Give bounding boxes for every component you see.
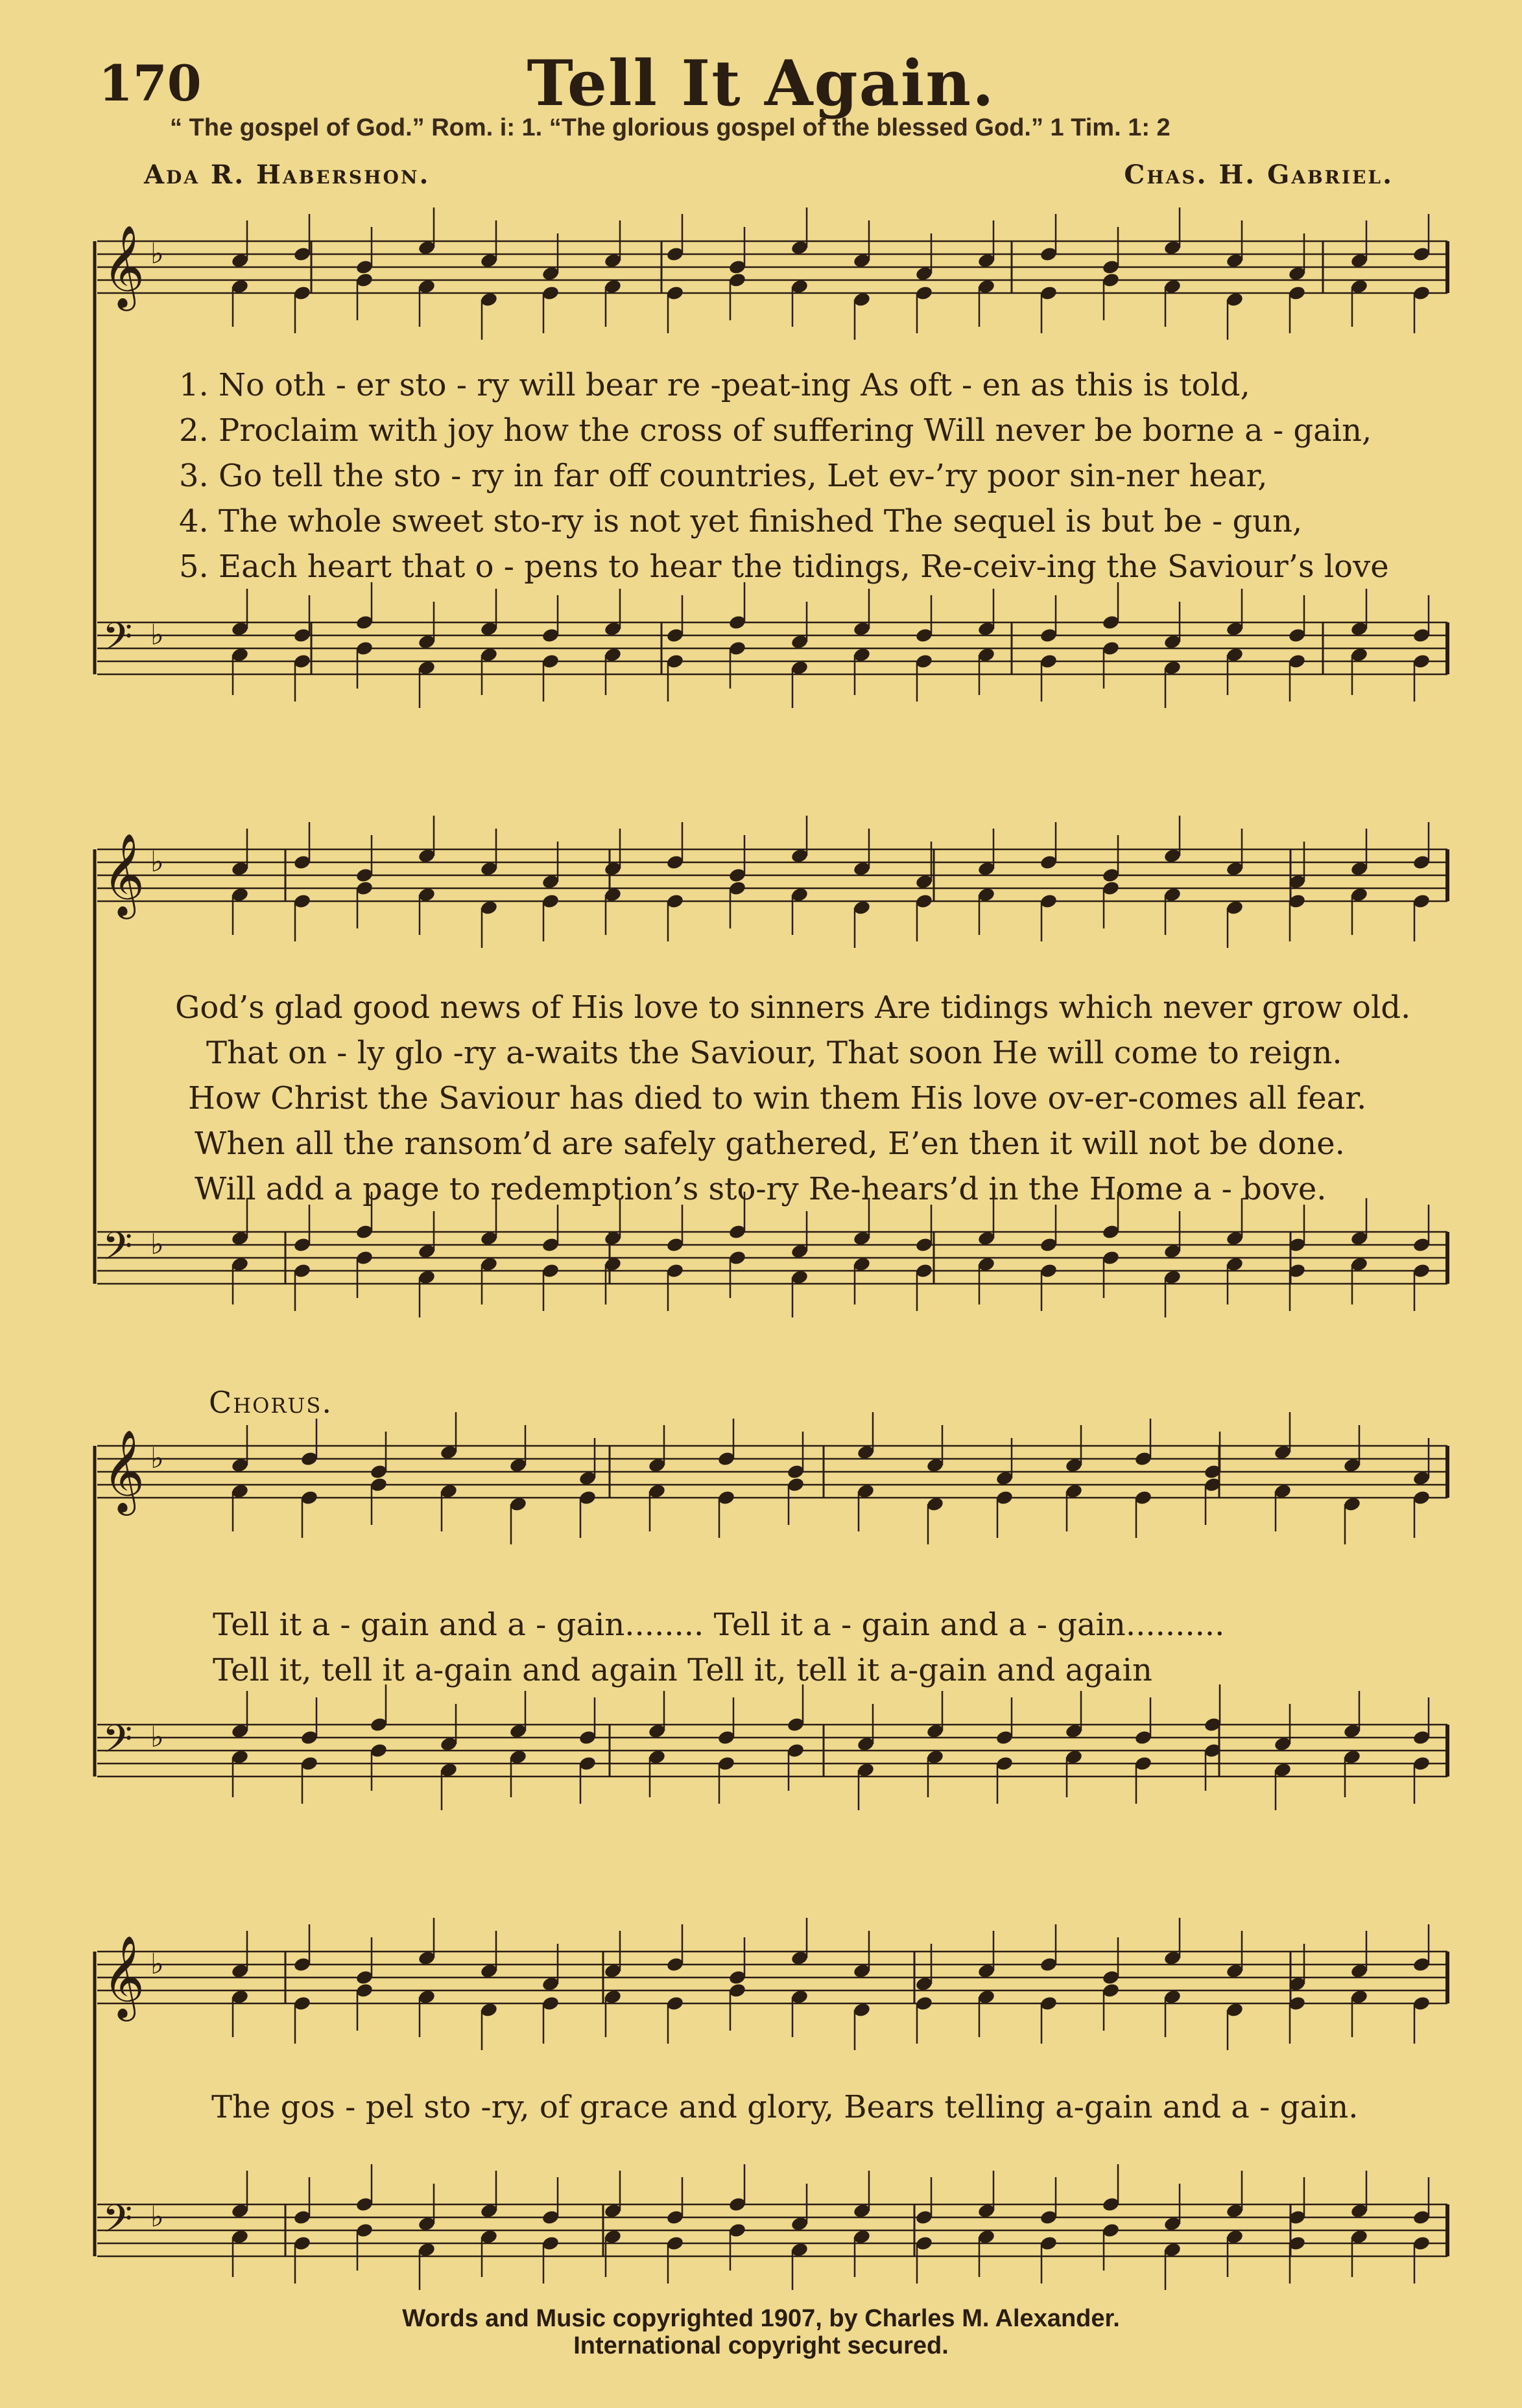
treble-clef-icon: 𝄞 — [102, 1429, 145, 1512]
treble-clef-icon: 𝄞 — [102, 224, 145, 307]
verse-2-line-1: 2. Proclaim with joy how the cross of suffering Will never be borne a - gain, — [179, 412, 1372, 449]
flat-icon: ♭ — [150, 845, 164, 879]
verse-3-line-1: 3. Go tell the sto - ry in far off countries, Let ev-’ry poor sin-ner hear, — [179, 458, 1268, 494]
verse-1-line-1: 1. No oth - er sto - ry will bear re -peat-ing As oft - en as this is told, — [179, 367, 1250, 403]
flat-icon: ♭ — [150, 237, 164, 270]
bass-clef-icon: 𝄢 — [102, 1223, 133, 1278]
verse-4-line-2: When all the ransom’d are safely gathered, E’en then it will not be done. — [195, 1126, 1345, 1162]
flat-icon: ♭ — [150, 1721, 164, 1754]
chorus-line-2: The gos - pel sto -ry, of grace and glory, Bears telling a-gain and a - gain. — [211, 2089, 1359, 2125]
hymn-title: Tell It Again. — [527, 47, 995, 120]
treble-clef-icon: 𝄞 — [102, 832, 145, 915]
page-number: 170 — [99, 54, 202, 112]
chorus-line-1-bass: Tell it, tell it a-gain and again Tell it, tell it a-gain and again — [213, 1652, 1152, 1688]
composer-credit: Chas. H. Gabriel. — [1124, 159, 1394, 190]
treble-clef-icon: 𝄞 — [102, 1935, 145, 2018]
verse-2-line-2: That on - ly glo -ry a-waits the Saviour, That soon He will come to reign. — [206, 1035, 1342, 1071]
copyright-line-2: International copyright secured. — [573, 2332, 949, 2359]
flat-icon: ♭ — [150, 1948, 164, 1981]
verse-5-line-2: Will add a page to redemption’s sto-ry Re-hears’d in the Home a - bove. — [195, 1171, 1327, 1207]
bass-clef-icon: 𝄢 — [102, 1716, 133, 1771]
chorus-label: Chorus. — [209, 1385, 333, 1420]
verse-5-line-1: 5. Each heart that o - pens to hear the tidings, Re-ceiv-ing the Saviour’s love — [179, 549, 1389, 585]
author-credit: Ada R. Habershon. — [144, 159, 431, 190]
flat-icon: ♭ — [150, 1442, 164, 1475]
flat-icon: ♭ — [150, 1228, 164, 1261]
verse-4-line-1: 4. The whole sweet sto-ry is not yet finished The sequel is but be - gun, — [179, 503, 1303, 539]
scripture-reference: “ The gospel of God.” Rom. i: 1. “The glorious gospel of the blessed God.” 1 Tim. 1: 2 — [170, 114, 1171, 141]
bass-clef-icon: 𝄢 — [102, 2196, 133, 2250]
bass-clef-icon: 𝄢 — [102, 614, 133, 668]
flat-icon: ♭ — [150, 619, 164, 652]
verse-1-line-2: God’s glad good news of His love to sinners Are tidings which never grow old. — [175, 989, 1411, 1026]
verse-3-line-2: How Christ the Saviour has died to win them His love ov-er-comes all fear. — [188, 1080, 1367, 1116]
chorus-line-1-soprano: Tell it a - gain and a - gain........ Tell it a - gain and a - gain.......... — [213, 1607, 1225, 1643]
flat-icon: ♭ — [150, 2201, 164, 2234]
copyright-line-1: Words and Music copyrighted 1907, by Charles M. Alexander. — [402, 2305, 1120, 2332]
